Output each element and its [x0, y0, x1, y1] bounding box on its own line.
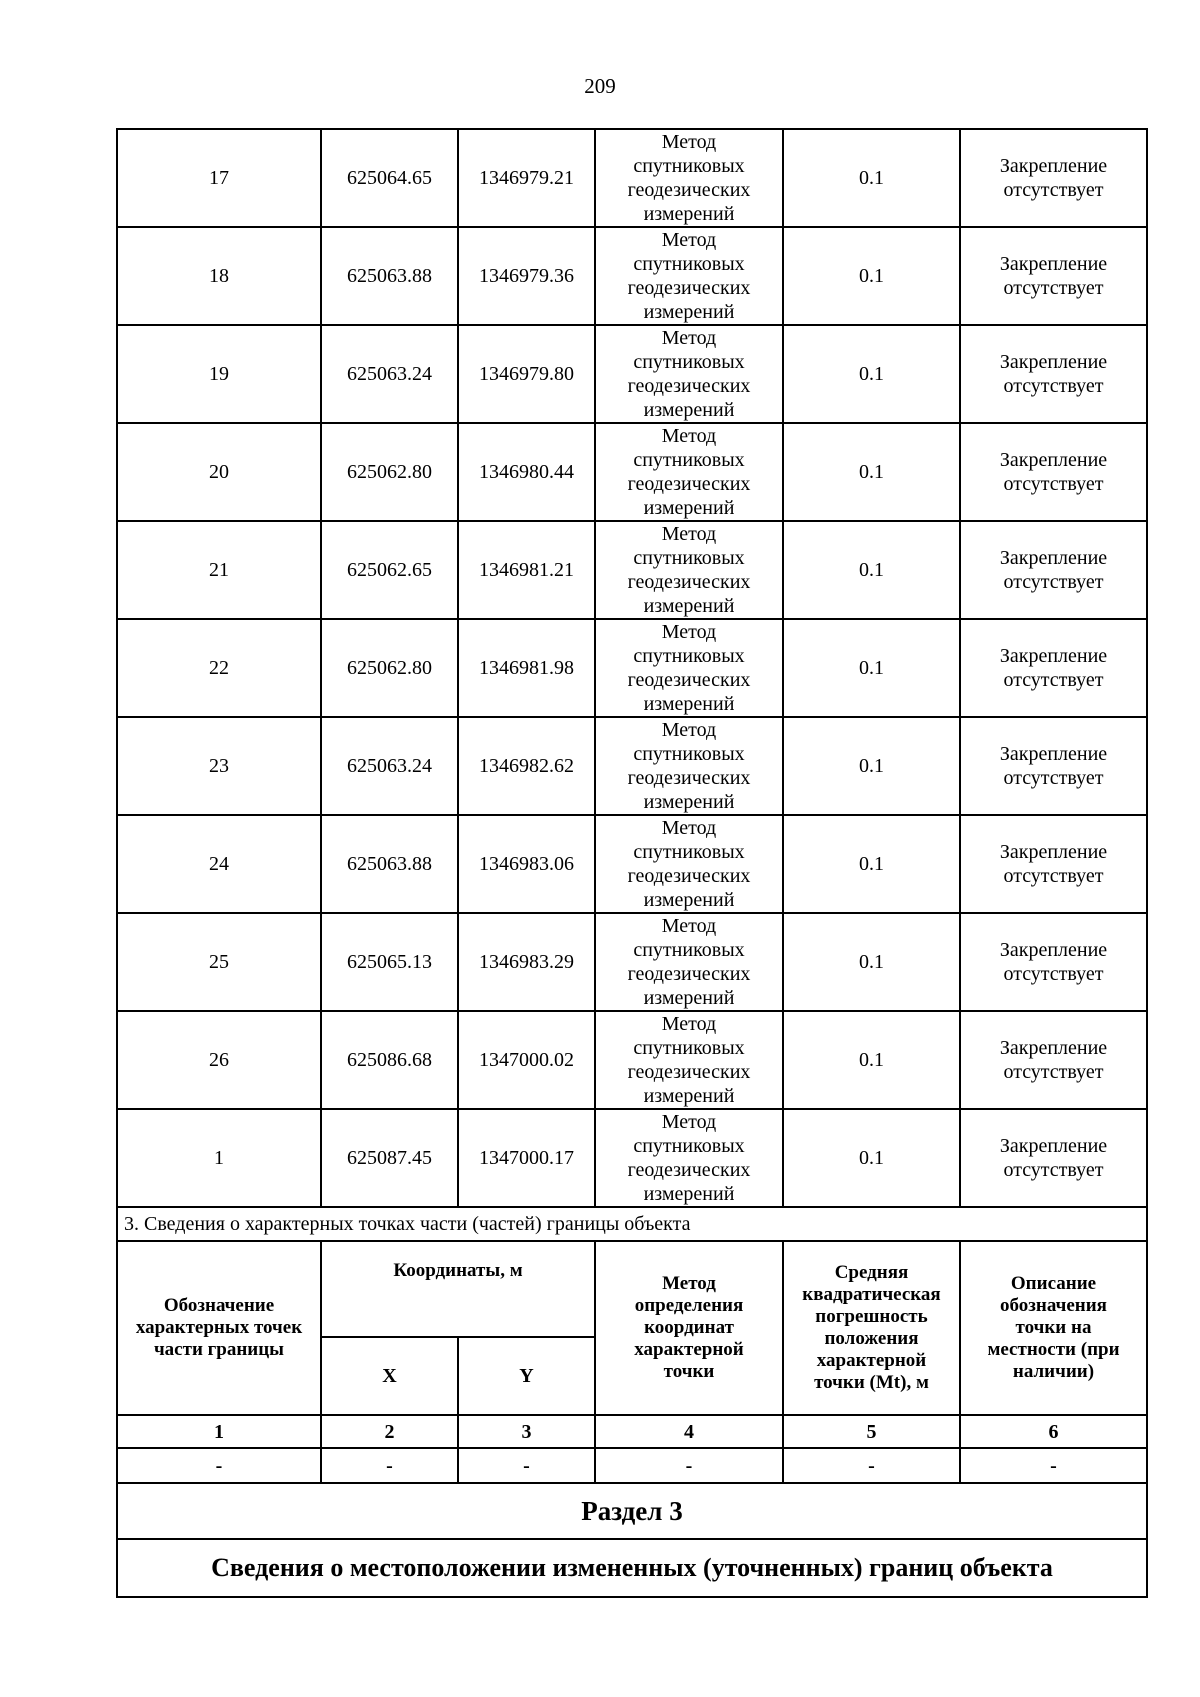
method-cell — [595, 619, 783, 717]
table-row — [117, 1109, 1147, 1207]
column-number: 2 — [321, 1415, 458, 1448]
table-row — [117, 913, 1147, 1011]
column-number: 5 — [783, 1415, 960, 1448]
description-cell — [960, 129, 1147, 227]
cell-line: точки на — [1015, 1317, 1092, 1338]
cell-line: измерений — [643, 203, 735, 225]
cell-line: отсутствует — [1003, 1061, 1104, 1083]
description-cell — [960, 227, 1147, 325]
cell-line: отсутствует — [1003, 277, 1104, 299]
x-coordinate-cell: 625087.45 — [321, 1109, 458, 1207]
cell-line: измерений — [643, 791, 735, 813]
empty-cell: - — [783, 1448, 960, 1483]
x-coordinate-cell: 625063.88 — [321, 227, 458, 325]
y-coordinate-cell: 1347000.17 — [458, 1109, 595, 1207]
cell-line: Описание — [1010, 1273, 1097, 1294]
cell-line: наличии) — [1012, 1361, 1095, 1382]
x-coordinate-cell: 625065.13 — [321, 913, 458, 1011]
point-cell: 1 — [117, 1109, 321, 1207]
y-coordinate-cell: 1346982.62 — [458, 717, 595, 815]
cell-line: Закрепление — [999, 351, 1108, 373]
cell-line: местности (при — [987, 1339, 1120, 1360]
cell-line: Закрепление — [999, 1037, 1108, 1059]
method-cell — [595, 129, 783, 227]
cell-line: обозначения — [1000, 1295, 1107, 1316]
column-numbers-row — [117, 1415, 1147, 1448]
point-cell: 18 — [117, 227, 321, 325]
accuracy-cell: 0.1 — [783, 423, 960, 521]
x-coordinate-cell: 625064.65 — [321, 129, 458, 227]
cell-line: геодезических — [627, 179, 751, 201]
accuracy-cell: 0.1 — [783, 1011, 960, 1109]
table-row — [117, 129, 1147, 227]
cell-line: Закрепление — [999, 1135, 1108, 1157]
table-row — [117, 1011, 1147, 1109]
cell-line: геодезических — [627, 1159, 751, 1181]
cell-line: геодезических — [627, 473, 751, 495]
cell-line: измерений — [643, 1183, 735, 1205]
column-number: 6 — [960, 1415, 1147, 1448]
x-coordinate-cell: 625063.24 — [321, 325, 458, 423]
cell-line: Закрепление — [999, 547, 1108, 569]
point-cell: 25 — [117, 913, 321, 1011]
cell-line: спутниковых — [633, 155, 745, 177]
cell-line: измерений — [643, 497, 735, 519]
coordinates-table — [116, 128, 1148, 1598]
method-cell — [595, 815, 783, 913]
header-y: Y — [458, 1337, 595, 1415]
table-row — [117, 717, 1147, 815]
point-cell: 17 — [117, 129, 321, 227]
point-cell: 23 — [117, 717, 321, 815]
method-cell — [595, 717, 783, 815]
cell-line: геодезических — [627, 767, 751, 789]
description-cell — [960, 1011, 1147, 1109]
column-number: 3 — [458, 1415, 595, 1448]
description-cell — [960, 619, 1147, 717]
y-coordinate-cell: 1346979.80 — [458, 325, 595, 423]
cell-line: Метод — [661, 425, 717, 447]
cell-line: характерной — [816, 1350, 927, 1371]
empty-cell: - — [321, 1448, 458, 1483]
y-coordinate-cell: 1346983.29 — [458, 913, 595, 1011]
cell-line: измерений — [643, 987, 735, 1009]
accuracy-cell: 0.1 — [783, 325, 960, 423]
cell-line: Закрепление — [999, 743, 1108, 765]
point-cell: 26 — [117, 1011, 321, 1109]
description-cell — [960, 423, 1147, 521]
cell-line: геодезических — [627, 277, 751, 299]
cell-line: Метод — [661, 915, 717, 937]
cell-line: Метод — [661, 817, 717, 839]
cell-line: геодезических — [627, 669, 751, 691]
cell-line: отсутствует — [1003, 669, 1104, 691]
header-method — [595, 1241, 783, 1415]
column-number: 4 — [595, 1415, 783, 1448]
cell-line: спутниковых — [633, 841, 745, 863]
cell-line: измерений — [643, 595, 735, 617]
cell-line: спутниковых — [633, 253, 745, 275]
header-coordinates: Координаты, м — [321, 1241, 595, 1337]
accuracy-cell: 0.1 — [783, 913, 960, 1011]
header-point-designation — [117, 1241, 321, 1415]
x-coordinate-cell: 625086.68 — [321, 1011, 458, 1109]
cell-line: спутниковых — [633, 1037, 745, 1059]
y-coordinate-cell: 1347000.02 — [458, 1011, 595, 1109]
method-cell — [595, 325, 783, 423]
cell-line: квадратическая — [802, 1284, 941, 1305]
point-cell: 19 — [117, 325, 321, 423]
cell-line: спутниковых — [633, 449, 745, 471]
x-coordinate-cell: 625063.24 — [321, 717, 458, 815]
cell-line: Обозначение — [163, 1295, 275, 1316]
table-row — [117, 815, 1147, 913]
cell-line: Закрепление — [999, 939, 1108, 961]
method-cell — [595, 227, 783, 325]
cell-line: спутниковых — [633, 743, 745, 765]
cell-line: отсутствует — [1003, 1159, 1104, 1181]
cell-line: спутниковых — [633, 351, 745, 373]
method-cell — [595, 913, 783, 1011]
accuracy-cell: 0.1 — [783, 717, 960, 815]
column-number: 1 — [117, 1415, 321, 1448]
cell-line: геодезических — [627, 963, 751, 985]
cell-line: точки (Mt), м — [814, 1372, 929, 1393]
description-cell — [960, 717, 1147, 815]
empty-data-row — [117, 1448, 1147, 1483]
cell-line: спутниковых — [633, 645, 745, 667]
method-cell — [595, 1109, 783, 1207]
table-row — [117, 423, 1147, 521]
y-coordinate-cell: 1346980.44 — [458, 423, 595, 521]
cell-line: геодезических — [627, 865, 751, 887]
cell-line: Закрепление — [999, 155, 1108, 177]
cell-line: отсутствует — [1003, 963, 1104, 985]
cell-line: Метод — [661, 327, 717, 349]
accuracy-cell: 0.1 — [783, 129, 960, 227]
cell-line: отсутствует — [1003, 767, 1104, 789]
cell-line: отсутствует — [1003, 571, 1104, 593]
cell-line: измерений — [643, 889, 735, 911]
cell-line: характерной — [634, 1339, 744, 1360]
point-cell: 20 — [117, 423, 321, 521]
table-row — [117, 521, 1147, 619]
cell-line: Метод — [661, 1111, 717, 1133]
method-cell — [595, 521, 783, 619]
cell-line: измерений — [643, 1085, 735, 1107]
cell-line: погрешность — [815, 1306, 928, 1327]
header-accuracy — [783, 1241, 960, 1415]
cell-line: Метод — [661, 131, 717, 153]
x-coordinate-cell: 625062.65 — [321, 521, 458, 619]
cell-line: Закрепление — [999, 449, 1108, 471]
cell-line: спутниковых — [633, 939, 745, 961]
point-cell: 24 — [117, 815, 321, 913]
method-cell — [595, 1011, 783, 1109]
cell-line: геодезических — [627, 571, 751, 593]
point-cell: 22 — [117, 619, 321, 717]
cell-line: отсутствует — [1003, 473, 1104, 495]
table-row — [117, 619, 1147, 717]
cell-line: Метод — [661, 719, 717, 741]
cell-line: Метод — [661, 523, 717, 545]
cell-line: измерений — [643, 693, 735, 715]
cell-line: Закрепление — [999, 645, 1108, 667]
table-row — [117, 325, 1147, 423]
cell-line: определения — [634, 1295, 744, 1316]
subsection-caption: 3. Сведения о характерных точках части (частей) границы объекта — [117, 1207, 1147, 1241]
x-coordinate-cell: 625062.80 — [321, 619, 458, 717]
cell-line: Закрепление — [999, 841, 1108, 863]
cell-line: характерных точек — [135, 1317, 303, 1338]
data-rows — [117, 129, 1147, 1207]
accuracy-cell: 0.1 — [783, 619, 960, 717]
header-x: X — [321, 1337, 458, 1415]
cell-line: отсутствует — [1003, 375, 1104, 397]
empty-cell: - — [595, 1448, 783, 1483]
cell-line: Закрепление — [999, 253, 1108, 275]
cell-line: спутниковых — [633, 547, 745, 569]
cell-line: координат — [644, 1317, 734, 1338]
y-coordinate-cell: 1346979.36 — [458, 227, 595, 325]
y-coordinate-cell: 1346983.06 — [458, 815, 595, 913]
x-coordinate-cell: 625062.80 — [321, 423, 458, 521]
point-cell: 21 — [117, 521, 321, 619]
empty-cell: - — [117, 1448, 321, 1483]
description-cell — [960, 913, 1147, 1011]
accuracy-cell: 0.1 — [783, 1109, 960, 1207]
y-coordinate-cell: 1346981.21 — [458, 521, 595, 619]
header-description — [960, 1241, 1147, 1415]
section-subtitle: Сведения о местоположении измененных (уточненных) границ объекта — [117, 1539, 1147, 1597]
empty-cell: - — [960, 1448, 1147, 1483]
table-row — [117, 227, 1147, 325]
cell-line: Метод — [661, 229, 717, 251]
section-title: Раздел 3 — [117, 1483, 1147, 1539]
cell-line: отсутствует — [1003, 865, 1104, 887]
cell-line: спутниковых — [633, 1135, 745, 1157]
cell-line: Метод — [662, 1273, 716, 1294]
description-cell — [960, 521, 1147, 619]
page-number: 209 — [584, 74, 616, 98]
description-cell — [960, 815, 1147, 913]
cell-line: Метод — [661, 1013, 717, 1035]
cell-line: Средняя — [834, 1262, 909, 1283]
cell-line: геодезических — [627, 375, 751, 397]
cell-line: геодезических — [627, 1061, 751, 1083]
cell-line: отсутствует — [1003, 179, 1104, 201]
cell-line: положения — [824, 1328, 919, 1349]
empty-cell: - — [458, 1448, 595, 1483]
y-coordinate-cell: 1346981.98 — [458, 619, 595, 717]
accuracy-cell: 0.1 — [783, 815, 960, 913]
cell-line: точки — [663, 1361, 715, 1382]
description-cell — [960, 1109, 1147, 1207]
x-coordinate-cell: 625063.88 — [321, 815, 458, 913]
cell-line: части границы — [153, 1339, 285, 1360]
cell-line: Метод — [661, 621, 717, 643]
cell-line: измерений — [643, 399, 735, 421]
description-cell — [960, 325, 1147, 423]
method-cell — [595, 423, 783, 521]
cell-line: измерений — [643, 301, 735, 323]
accuracy-cell: 0.1 — [783, 521, 960, 619]
accuracy-cell: 0.1 — [783, 227, 960, 325]
y-coordinate-cell: 1346979.21 — [458, 129, 595, 227]
